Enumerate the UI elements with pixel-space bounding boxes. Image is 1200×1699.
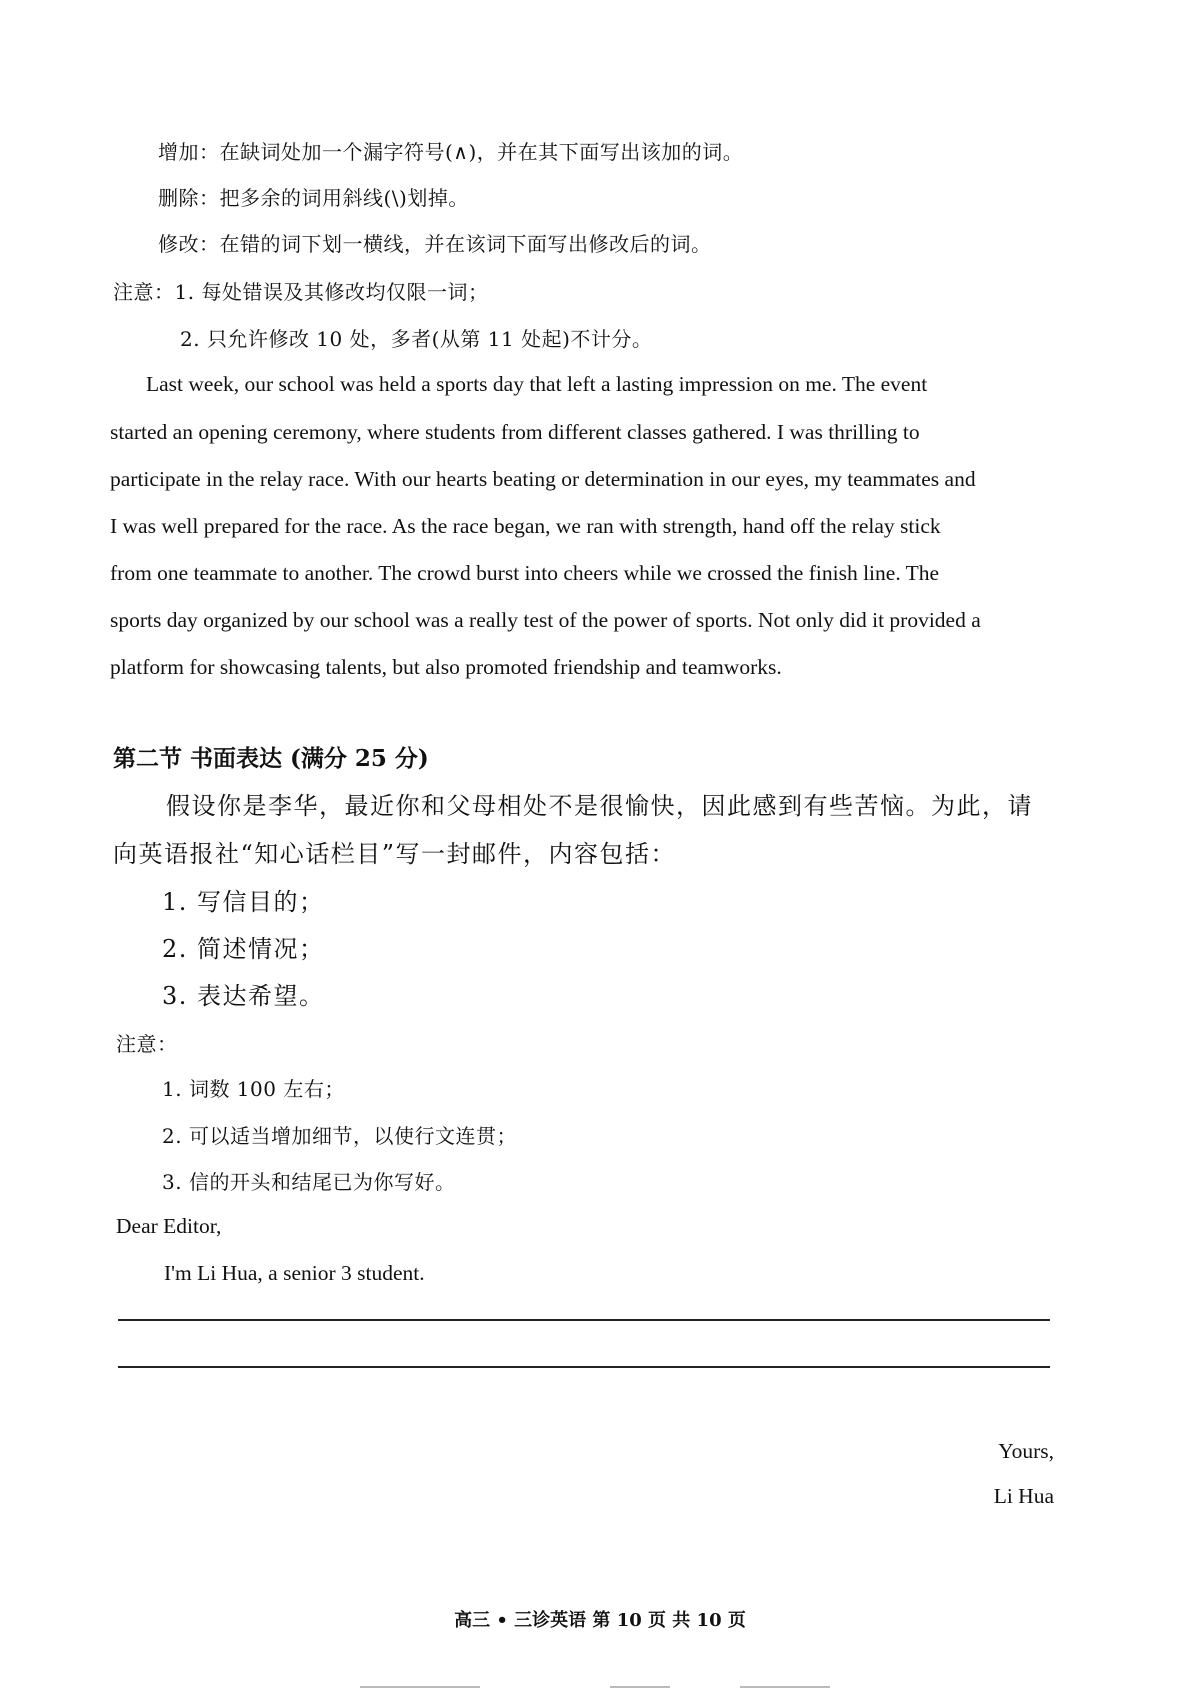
letter-opening: I'm Li Hua, a senior 3 student. [164, 1261, 425, 1285]
content-item-3: 3. 表达希望。 [162, 982, 325, 1010]
prompt-line-2: 向英语报社“知心话栏目”写一封邮件，内容包括： [113, 840, 677, 868]
letter-signature: Li Hua [993, 1484, 1054, 1508]
letter-closing: Yours, [998, 1439, 1054, 1463]
passage-line-1: Last week, our school was held a sports day that left a lasting impression on me. The event [146, 372, 928, 396]
passage-line-7: platform for showcasing talents, but also promoted friendship and teamworks. [110, 655, 782, 679]
scan-artifact [610, 1686, 670, 1688]
scan-artifact [740, 1686, 830, 1688]
letter-salutation: Dear Editor, [116, 1214, 222, 1238]
passage-line-4: I was well prepared for the race. As the race began, we ran with strength, hand off the relay stick [110, 514, 941, 538]
scan-artifact [360, 1686, 480, 1688]
passage-line-2: started an opening ceremony, where students from different classes gathered. I was thrilling to [110, 420, 920, 444]
note-item-3: 3. 信的开头和结尾已为你写好。 [162, 1170, 456, 1194]
section-heading: 第二节 书面表达 (满分 25 分) [113, 745, 429, 772]
note-item-1: 1. 词数 100 左右； [162, 1077, 345, 1101]
instruction-modify: 修改：在错的词下划一横线，并在该词下面写出修改后的词。 [158, 232, 712, 256]
content-item-2: 2. 简述情况； [162, 935, 325, 963]
notes-label: 注意： [116, 1032, 178, 1056]
note-item-2: 2. 可以适当增加细节，以使行文连贯； [162, 1124, 517, 1148]
content-item-1: 1. 写信目的； [162, 888, 325, 916]
passage-line-5: from one teammate to another. The crowd burst into cheers while we crossed the finish line. The [110, 561, 940, 585]
page-footer: 高三 • 三诊英语 第 10 页 共 10 页 [454, 1610, 746, 1631]
writing-line-2 [118, 1366, 1050, 1368]
passage-line-3: participate in the relay race. With our hearts beating or determination in our eyes, my teammates and [110, 467, 976, 491]
instruction-add: 增加：在缺词处加一个漏字符号(∧)，并在其下面写出该加的词。 [158, 140, 744, 164]
instruction-note-1: 注意：1. 每处错误及其修改均仅限一词； [113, 280, 489, 304]
passage-line-6: sports day organized by our school was a really test of the power of sports. Not only did it provided a [110, 608, 981, 632]
writing-line-1 [118, 1319, 1050, 1321]
instruction-delete: 删除：把多余的词用斜线(\)划掉。 [158, 186, 469, 210]
prompt-line-1: 假设你是李华，最近你和父母相处不是很愉快，因此感到有些苦恼。为此，请 [166, 792, 1033, 820]
instruction-note-2: 2. 只允许修改 10 处，多者(从第 11 处起)不计分。 [180, 327, 653, 351]
